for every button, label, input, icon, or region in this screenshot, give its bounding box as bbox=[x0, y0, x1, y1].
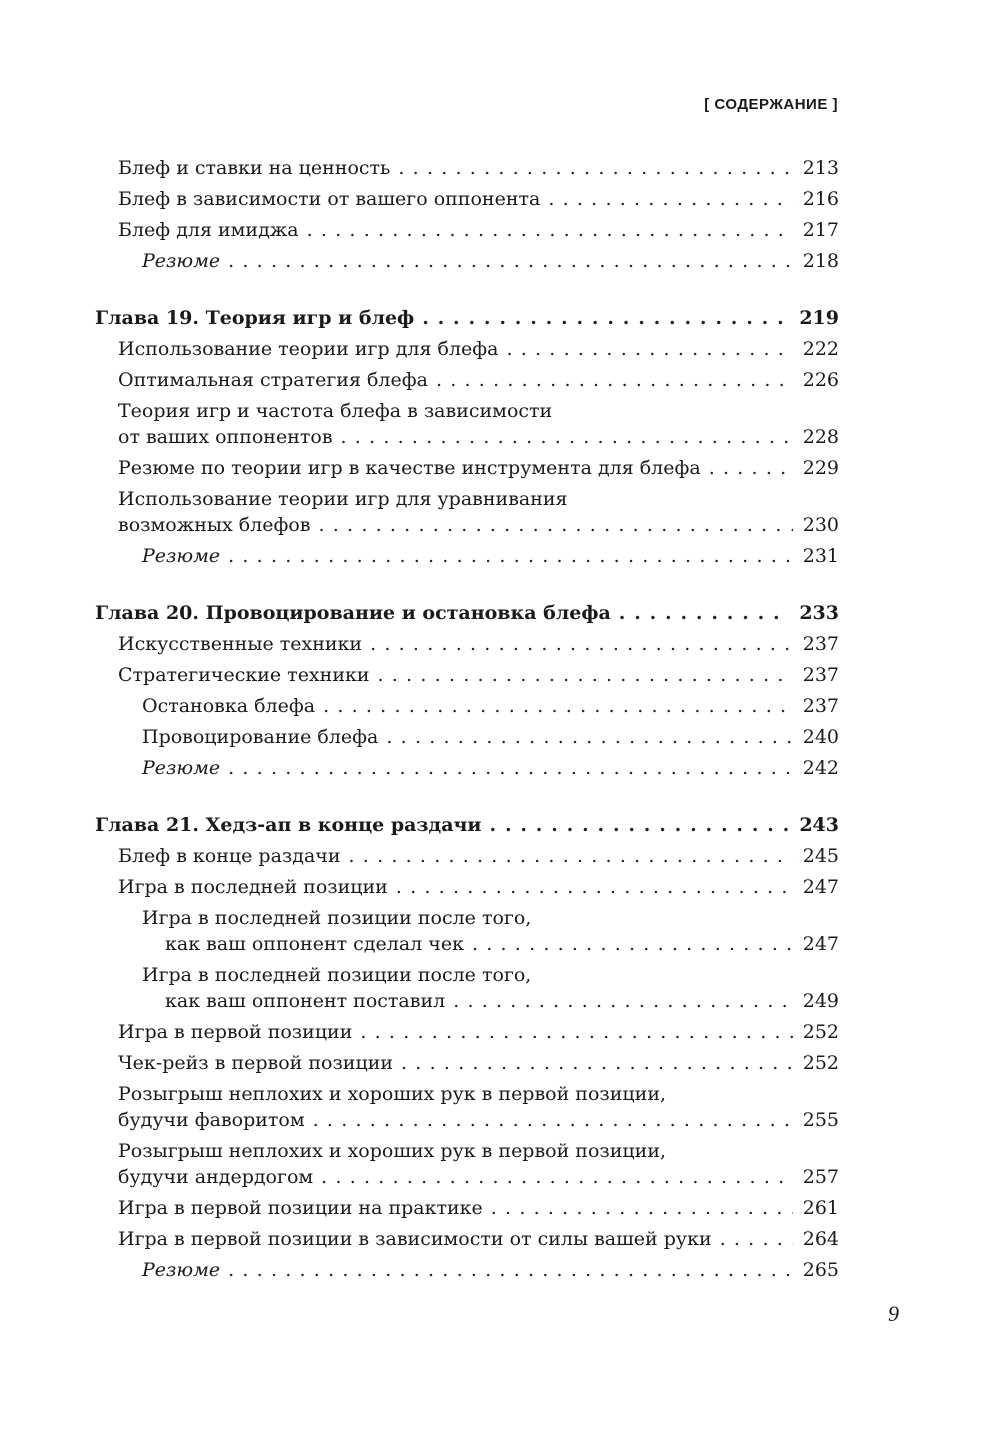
leader-dots bbox=[396, 874, 793, 900]
leader-dots bbox=[228, 248, 793, 274]
leader-dots bbox=[398, 155, 792, 181]
toc-entry-page: 245 bbox=[802, 845, 839, 867]
page-number: 9 bbox=[888, 1301, 899, 1326]
toc-entry-title: Стратегические техники bbox=[118, 664, 370, 686]
toc-entry-title-line1: Игра в последней позиции после того, bbox=[142, 907, 532, 929]
leader-dots bbox=[349, 843, 793, 869]
toc-entry-title-line1: Розыгрыш неплохих и хороших рук в первой позиции, bbox=[118, 1083, 667, 1105]
toc-entry-summary[interactable] bbox=[95, 1257, 839, 1283]
toc-entry-page: 247 bbox=[802, 876, 839, 898]
toc-entry[interactable] bbox=[95, 367, 839, 393]
toc-entry-page: 219 bbox=[799, 307, 839, 329]
toc-entry-title-line2: от ваших оппонентов bbox=[118, 426, 333, 448]
chapter-title: Глава 21. Хедз-ап в конце раздачи bbox=[95, 814, 482, 836]
toc-entry[interactable] bbox=[95, 843, 839, 869]
toc-entry-title: Блеф и ставки на ценность bbox=[118, 157, 391, 179]
toc-entry-title: Провоцирование блефа bbox=[142, 726, 379, 748]
toc-entry-page: 261 bbox=[802, 1197, 839, 1219]
toc-entry-title-line1: Игра в последней позиции после того, bbox=[142, 964, 532, 986]
toc-entry-multiline[interactable] bbox=[95, 1138, 839, 1190]
toc-entry[interactable] bbox=[95, 1195, 839, 1221]
leader-dots bbox=[401, 1050, 793, 1076]
leader-dots bbox=[228, 755, 793, 781]
toc-entry-title-line2: как ваш оппонент сделал чек bbox=[165, 933, 464, 955]
leader-dots bbox=[386, 724, 792, 750]
toc-entry-page: 213 bbox=[802, 157, 839, 179]
leader-dots bbox=[228, 543, 793, 569]
toc-entry-title: Игра в первой позиции в зависимости от силы вашей руки bbox=[118, 1228, 712, 1250]
toc-entry-title: Остановка блефа bbox=[142, 695, 316, 717]
toc-chapter-21[interactable] bbox=[95, 812, 839, 838]
toc-entry[interactable] bbox=[95, 155, 839, 181]
toc-entry[interactable] bbox=[95, 1019, 839, 1045]
toc-entry-title: Резюме bbox=[142, 757, 221, 779]
toc-entry-summary[interactable] bbox=[95, 248, 839, 274]
toc-entry-title-line1: Использование теории игр для уравнивания bbox=[118, 488, 568, 510]
toc-entry-title-line2: будучи андердогом bbox=[118, 1166, 314, 1188]
toc-entry-page: 237 bbox=[802, 633, 839, 655]
toc-entry-page: 257 bbox=[802, 1166, 839, 1188]
toc-entry-multiline[interactable] bbox=[95, 962, 839, 1014]
leader-dots bbox=[370, 631, 793, 657]
running-head: [ СОДЕРЖАНИЕ ] bbox=[704, 96, 838, 113]
toc-entry-page: 237 bbox=[802, 664, 839, 686]
chapter-title: Глава 20. Провоцирование и остановка блефа bbox=[95, 602, 611, 624]
toc-entry-title: Резюме bbox=[142, 545, 221, 567]
toc-entry[interactable] bbox=[95, 874, 839, 900]
toc-entry-page: 229 bbox=[802, 457, 839, 479]
toc-entry-page: 249 bbox=[802, 990, 839, 1012]
toc-entry-title: Искусственные техники bbox=[118, 633, 363, 655]
toc-entry-title: Оптимальная стратегия блефа bbox=[118, 369, 428, 391]
toc-entry-title: Игра в первой позиции bbox=[118, 1021, 353, 1043]
leader-dots bbox=[720, 1226, 793, 1252]
toc-entry-title-line2: как ваш оппонент поставил bbox=[165, 990, 446, 1012]
toc-entry[interactable] bbox=[95, 1050, 839, 1076]
toc-entry-multiline[interactable] bbox=[95, 398, 839, 450]
toc-entry-summary[interactable] bbox=[95, 755, 839, 781]
toc-entry-page: 216 bbox=[802, 188, 839, 210]
leader-dots bbox=[307, 217, 793, 243]
toc-entry-title: Игра в первой позиции на практике bbox=[118, 1197, 483, 1219]
leader-dots bbox=[378, 662, 793, 688]
toc-entry-title-line2: возможных блефов bbox=[118, 514, 311, 536]
leader-dots bbox=[422, 305, 789, 331]
toc-chapter-19[interactable] bbox=[95, 305, 839, 331]
leader-dots bbox=[360, 1019, 792, 1045]
toc-entry[interactable] bbox=[95, 186, 839, 212]
leader-dots bbox=[313, 1107, 793, 1133]
toc-entry-page: 233 bbox=[799, 602, 839, 624]
leader-dots bbox=[228, 1257, 793, 1283]
toc-entry-page: 226 bbox=[802, 369, 839, 391]
toc-entry-title: Резюме bbox=[142, 1259, 221, 1281]
toc-chapter-20[interactable] bbox=[95, 600, 839, 626]
toc-entry-page: 240 bbox=[802, 726, 839, 748]
toc-entry-title-line1: Розыгрыш неплохих и хороших рук в первой позиции, bbox=[118, 1140, 667, 1162]
leader-dots bbox=[490, 812, 790, 838]
toc-entry-title-line2: будучи фаворитом bbox=[118, 1109, 305, 1131]
toc-entry-page: 217 bbox=[802, 219, 839, 241]
leader-dots bbox=[472, 931, 793, 957]
toc-entry-title: Блеф в зависимости от вашего оппонента bbox=[118, 188, 541, 210]
toc-entry[interactable] bbox=[95, 336, 839, 362]
toc-entry[interactable] bbox=[95, 693, 839, 719]
toc-entry[interactable] bbox=[95, 1226, 839, 1252]
toc-entry-page: 265 bbox=[802, 1259, 839, 1281]
toc-entry-title: Резюме по теории игр в качестве инструмента для блефа bbox=[118, 457, 701, 479]
toc-entry-multiline[interactable] bbox=[95, 905, 839, 957]
toc-entry[interactable] bbox=[95, 724, 839, 750]
toc-entry-page: 230 bbox=[802, 514, 839, 536]
toc-entry-title-line1: Теория игр и частота блефа в зависимости bbox=[118, 400, 553, 422]
table-of-contents bbox=[95, 155, 839, 1283]
toc-entry-title: Блеф в конце раздачи bbox=[118, 845, 341, 867]
toc-entry-summary[interactable] bbox=[95, 543, 839, 569]
toc-entry-page: 222 bbox=[802, 338, 839, 360]
toc-entry-page: 264 bbox=[802, 1228, 839, 1250]
leader-dots bbox=[436, 367, 793, 393]
toc-entry-page: 243 bbox=[799, 814, 839, 836]
leader-dots bbox=[548, 186, 792, 212]
toc-entry[interactable] bbox=[95, 217, 839, 243]
toc-entry-title: Игра в последней позиции bbox=[118, 876, 388, 898]
toc-entry-page: 252 bbox=[802, 1021, 839, 1043]
toc-entry-page: 252 bbox=[802, 1052, 839, 1074]
leader-dots bbox=[321, 1164, 793, 1190]
toc-entry[interactable] bbox=[95, 662, 839, 688]
toc-entry-page: 247 bbox=[802, 933, 839, 955]
toc-entry-page: 228 bbox=[802, 426, 839, 448]
toc-entry-title: Резюме bbox=[142, 250, 221, 272]
leader-dots bbox=[341, 424, 793, 450]
leader-dots bbox=[506, 336, 792, 362]
toc-entry-title: Блеф для имиджа bbox=[118, 219, 299, 241]
toc-entry-page: 218 bbox=[802, 250, 839, 272]
toc-entry[interactable] bbox=[95, 455, 839, 481]
leader-dots bbox=[453, 988, 793, 1014]
leader-dots bbox=[491, 1195, 793, 1221]
toc-entry-page: 242 bbox=[802, 757, 839, 779]
leader-dots bbox=[319, 512, 793, 538]
toc-entry-page: 255 bbox=[802, 1109, 839, 1131]
leader-dots bbox=[709, 455, 793, 481]
toc-entry[interactable] bbox=[95, 631, 839, 657]
leader-dots bbox=[619, 600, 790, 626]
leader-dots bbox=[323, 693, 793, 719]
toc-entry-page: 231 bbox=[802, 545, 839, 567]
toc-entry-multiline[interactable] bbox=[95, 1081, 839, 1133]
toc-entry-title: Использование теории игр для блефа bbox=[118, 338, 499, 360]
toc-entry-page: 237 bbox=[802, 695, 839, 717]
toc-entry-multiline[interactable] bbox=[95, 486, 839, 538]
chapter-title: Глава 19. Теория игр и блеф bbox=[95, 307, 415, 329]
toc-entry-title: Чек-рейз в первой позиции bbox=[118, 1052, 394, 1074]
